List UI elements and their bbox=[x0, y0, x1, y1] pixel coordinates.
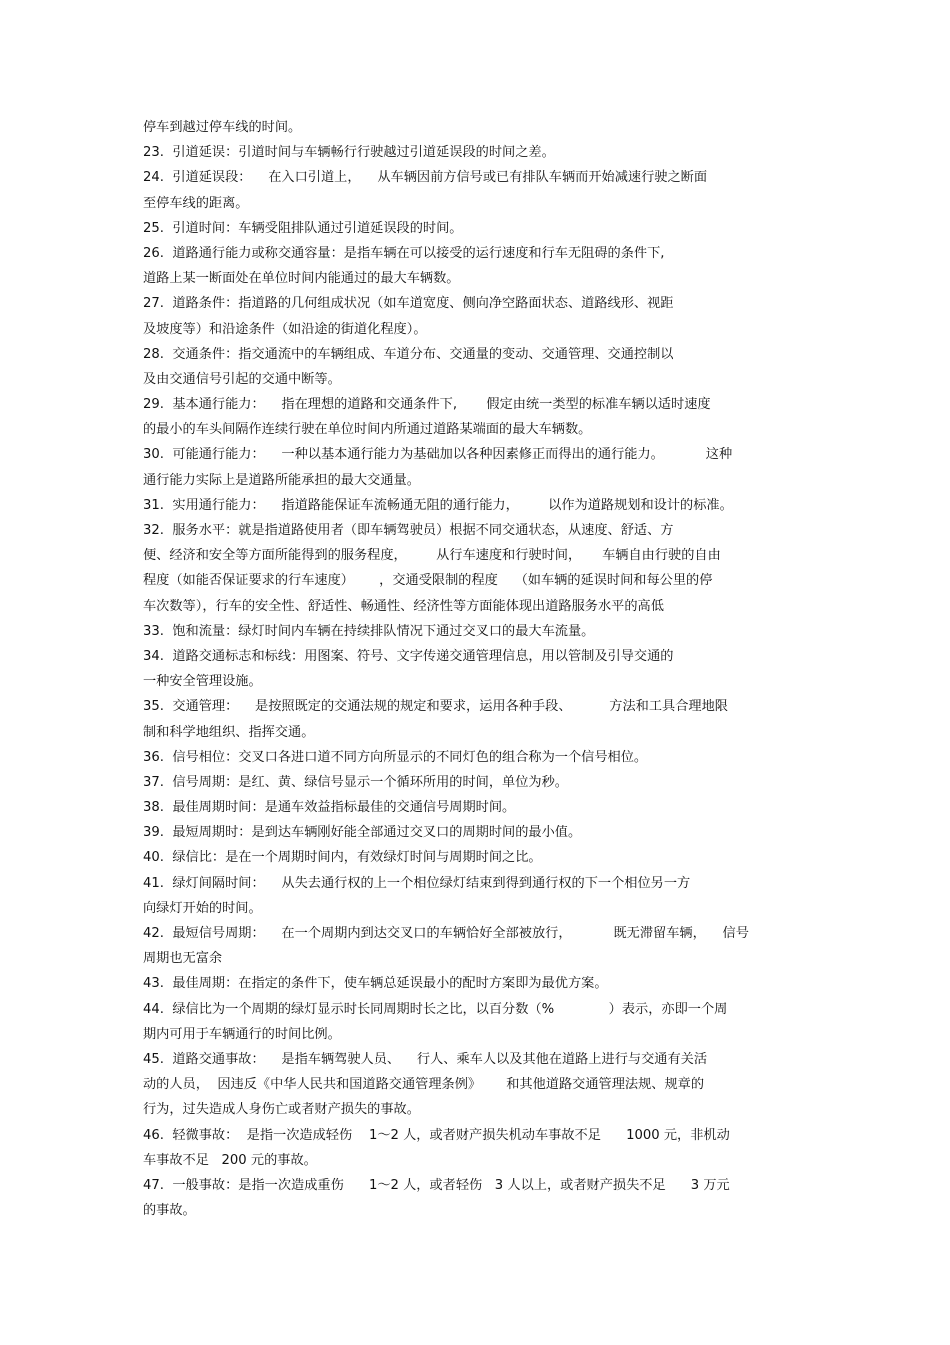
text-line: 46. 轻微事故： 是指一次造成轻伤 1～2 人，或者财产损失机动车事故不足 1000 元，非机动 bbox=[143, 1127, 730, 1143]
text-line: 25. 引道时间：车辆受阻排队通过引道延误段的时间。 bbox=[143, 220, 463, 236]
text-line: 的事故。 bbox=[143, 1203, 196, 1219]
text-line: 32. 服务水平：就是指道路使用者（即车辆驾驶员）根据不同交通状态，从速度、舒适、方 bbox=[143, 523, 674, 538]
text-line: 动的人员， 因违反《中华人民共和国道路交通管理条例》 和其他道路交通管理法规、规章的 bbox=[143, 1077, 705, 1093]
text-line: 23. 引道延误：引道时间与车辆畅行行驶越过引道延误段的时间之差。 bbox=[143, 145, 555, 161]
text-line: 停车到越过停车线的时间。 bbox=[143, 120, 302, 135]
text-line: 24. 引道延误段： 在入口引道上， 从车辆因前方信号或已有排队车辆而开始减速行驶之断面 bbox=[143, 170, 708, 186]
text-line: 36. 信号相位：交叉口各进口道不同方向所显示的不同灯色的组合称为一个信号相位。 bbox=[143, 749, 648, 765]
text-line: 30. 可能通行能力： 一种以基本通行能力为基础加以各种因素修正而得出的通行能力。 这种 bbox=[143, 447, 733, 463]
text-line: 43. 最佳周期：在指定的条件下，使车辆总延误最小的配时方案即为最优方案。 bbox=[143, 976, 608, 992]
text-line: 33. 饱和流量：绿灯时间内车辆在持续排队情况下通过交叉口的最大车流量。 bbox=[143, 623, 595, 639]
text-line: 车次数等），行车的安全性、舒适性、畅通性、经济性等方面能体现出道路服务水平的高低 bbox=[143, 598, 664, 614]
text-line: 34. 道路交通标志和标线：用图案、符号、文字传递交通管理信息，用以管制及引导交通的 bbox=[143, 648, 674, 664]
text-line: 及由交通信号引起的交通中断等。 bbox=[143, 371, 341, 387]
text-line: 27. 道路条件：指道路的几何组成状况（如车道宽度、侧向净空路面状态、道路线形、视距 bbox=[143, 296, 674, 312]
text-line: 至停车线的距离。 bbox=[143, 195, 249, 211]
text-line: 车事故不足 200 元的事故。 bbox=[143, 1152, 317, 1168]
text-line: 37. 信号周期：是红、黄、绿信号显示一个循环所用的时间，单位为秒。 bbox=[143, 774, 568, 790]
text-line: 41. 绿灯间隔时间： 从失去通行权的上一个相位绿灯结束到得到通行权的下一个相位另一方 bbox=[143, 875, 691, 891]
text-line: 39. 最短周期时：是到达车辆刚好能全部通过交叉口的周期时间的最小值。 bbox=[143, 825, 582, 841]
text-line: 42. 最短信号周期： 在一个周期内到达交叉口的车辆恰好全部被放行， 既无滞留车辆， 信号 bbox=[143, 926, 749, 941]
text-line: 44. 绿信比为一个周期的绿灯显示时长同周期时长之比，以百分数（% ）表示，亦即一个周 bbox=[143, 1001, 728, 1017]
text-line: 26. 道路通行能力或称交通容量：是指车辆在可以接受的运行速度和行车无阻碍的条件下, bbox=[143, 245, 665, 261]
text-line: 向绿灯开始的时间。 bbox=[143, 900, 262, 916]
text-line: 的最小的车头间隔作连续行驶在单位时间内所通过道路某端面的最大车辆数。 bbox=[143, 422, 592, 438]
text-line: 28. 交通条件：指交通流中的车辆组成、车道分布、交通量的变动、交通管理、交通控制以 bbox=[143, 346, 674, 362]
text-line: 47. 一般事故：是指一次造成重伤 1～2 人，或者轻伤 3 人以上，或者财产损失不足 3 万元 bbox=[143, 1177, 730, 1193]
text-line: 一种安全管理设施。 bbox=[143, 674, 262, 690]
text-line: 通行能力实际上是道路所能承担的最大交通量。 bbox=[143, 472, 420, 488]
text-line: 行为，过失造成人身伤亡或者财产损失的事故。 bbox=[143, 1102, 420, 1118]
text-line: 及坡度等）和沿途条件（如沿途的街道化程度）。 bbox=[143, 321, 427, 337]
text-line: 31. 实用通行能力： 指道路能保证车流畅通无阻的通行能力， 以作为道路规划和设计的标准。 bbox=[143, 497, 733, 513]
text-line: 便、经济和安全等方面所能得到的服务程度， 从行车速度和行驶时间， 车辆自由行驶的自由 bbox=[143, 548, 721, 564]
text-line: 制和科学地组织、指挥交通。 bbox=[143, 724, 315, 740]
text-line: 周期也无富余 bbox=[143, 951, 223, 967]
text-line: 程度（如能否保证要求的行车速度） ，交通受限制的程度 （如车辆的延误时间和每公里的停 bbox=[143, 573, 713, 589]
text-line: 29. 基本通行能力： 指在理想的道路和交通条件下, 假定由统一类型的标准车辆以适时速度 bbox=[143, 397, 711, 413]
text-line: 38. 最佳周期时间：是通车效益指标最佳的交通信号周期时间。 bbox=[143, 800, 516, 816]
document-body bbox=[143, 115, 813, 1223]
text-line: 期内可用于车辆通行的时间比例。 bbox=[143, 1026, 341, 1042]
text-line: 45. 道路交通事故： 是指车辆驾驶人员、 行人、乘车人以及其他在道路上进行与交通有关活 bbox=[143, 1051, 708, 1067]
text-line: 40. 绿信比：是在一个周期时间内，有效绿灯时间与周期时间之比。 bbox=[143, 850, 542, 866]
text-line: 35. 交通管理： 是按照既定的交通法规的规定和要求，运用各种手段、 方法和工具合理地限 bbox=[143, 699, 728, 715]
text-line: 道路上某一断面处在单位时间内能通过的最大车辆数。 bbox=[143, 271, 460, 287]
